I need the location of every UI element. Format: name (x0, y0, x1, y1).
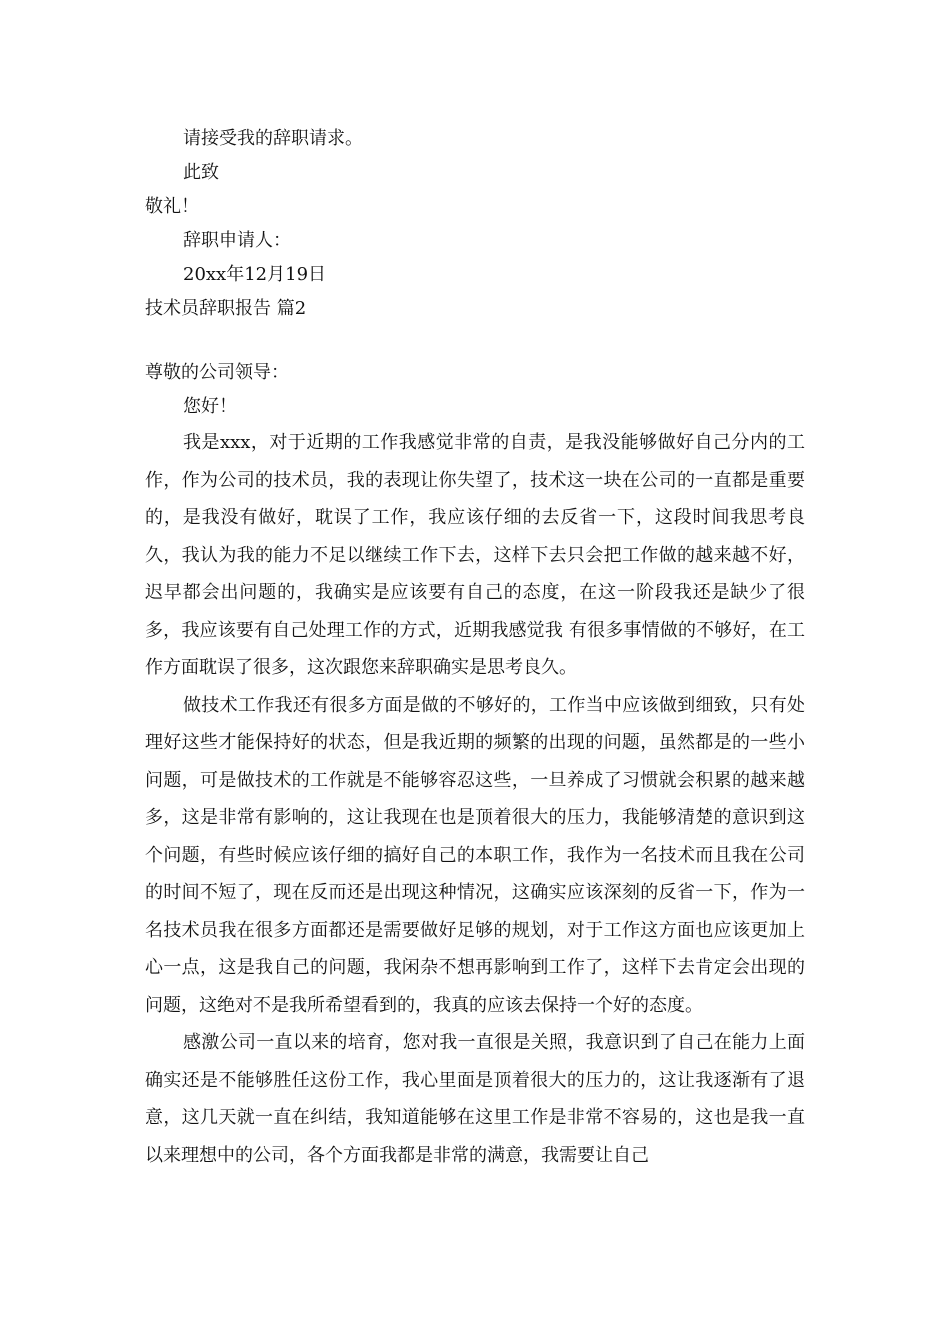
document-page (145, 122, 805, 1174)
section-heading: 技术员辞职报告 篇2 (145, 298, 307, 319)
body-paragraph-3: 感激公司一直以来的培育，您对我一直很是关照，我意识到了自己在能力上面确实还是不能够胜任这份工作，我心里面是顶着很大的压力的，这让我逐渐有了退意，这几天就一直在纠结，我知道能够在这里工作是非常不容易的，这也是我一直以来理想中的公司，各个方面我都是非常的满意，我需要让自己 (145, 1032, 805, 1166)
addressee-line: 尊敬的公司领导： (145, 362, 289, 383)
letter-date: 20xx年12月19日 (183, 264, 327, 285)
regards-line: 敬礼！ (145, 196, 199, 217)
body-paragraph-1: 我是xxx，对于近期的工作我感觉非常的自责，是我没能够做好自己分内的工作，作为公司的技术员，我的表现让你失望了，技术这一块在公司的一直都是重要的，是我没有做好，耽误了工作，我应该仔细的去反省一下，这段时间我思考良久，我认为我的能力不足以继续工作下去，这样下去只会把工作做的越来越不好，迟早都会出问题的，我确实是应该要有自己的态度，在这一阶段我还是缺少了很多，我应该要有自己处理工作的方式，近期我感觉我 有很多事情做的不够好，在工作方面耽误了很多，这次跟您来辞职确实是思考良久。 (145, 432, 805, 678)
applicant-label: 辞职申请人： (183, 230, 291, 251)
resignation-request-line: 请接受我的辞职请求。 (183, 128, 363, 149)
salute-line: 此致 (183, 162, 219, 183)
greeting-line: 您好！ (183, 396, 237, 417)
body-paragraph-2: 做技术工作我还有很多方面是做的不够好的，工作当中应该做到细致，只有处理好这些才能保持好的状态，但是我近期的频繁的出现的问题，虽然都是的一些小问题，可是做技术的工作就是不能够容忍这些，一旦养成了习惯就会积累的越来越多，这是非常有影响的，这让我现在也是顶着很大的压力，我能够清楚的意识到这个问题，有些时候应该仔细的搞好自己的本职工作，我作为一名技术而且我在公司的时间不短了，现在反而还是出现这种情况，这确实应该深刻的反省一下，作为一名技术员我在很多方面都还是需要做好足够的规划，对于工作这方面也应该更加上心一点，这是我自己的问题，我闲杂不想再影响到工作了，这样下去肯定会出现的问题，这绝对不是我所希望看到的，我真的应该去保持一个好的态度。 (145, 694, 805, 1016)
